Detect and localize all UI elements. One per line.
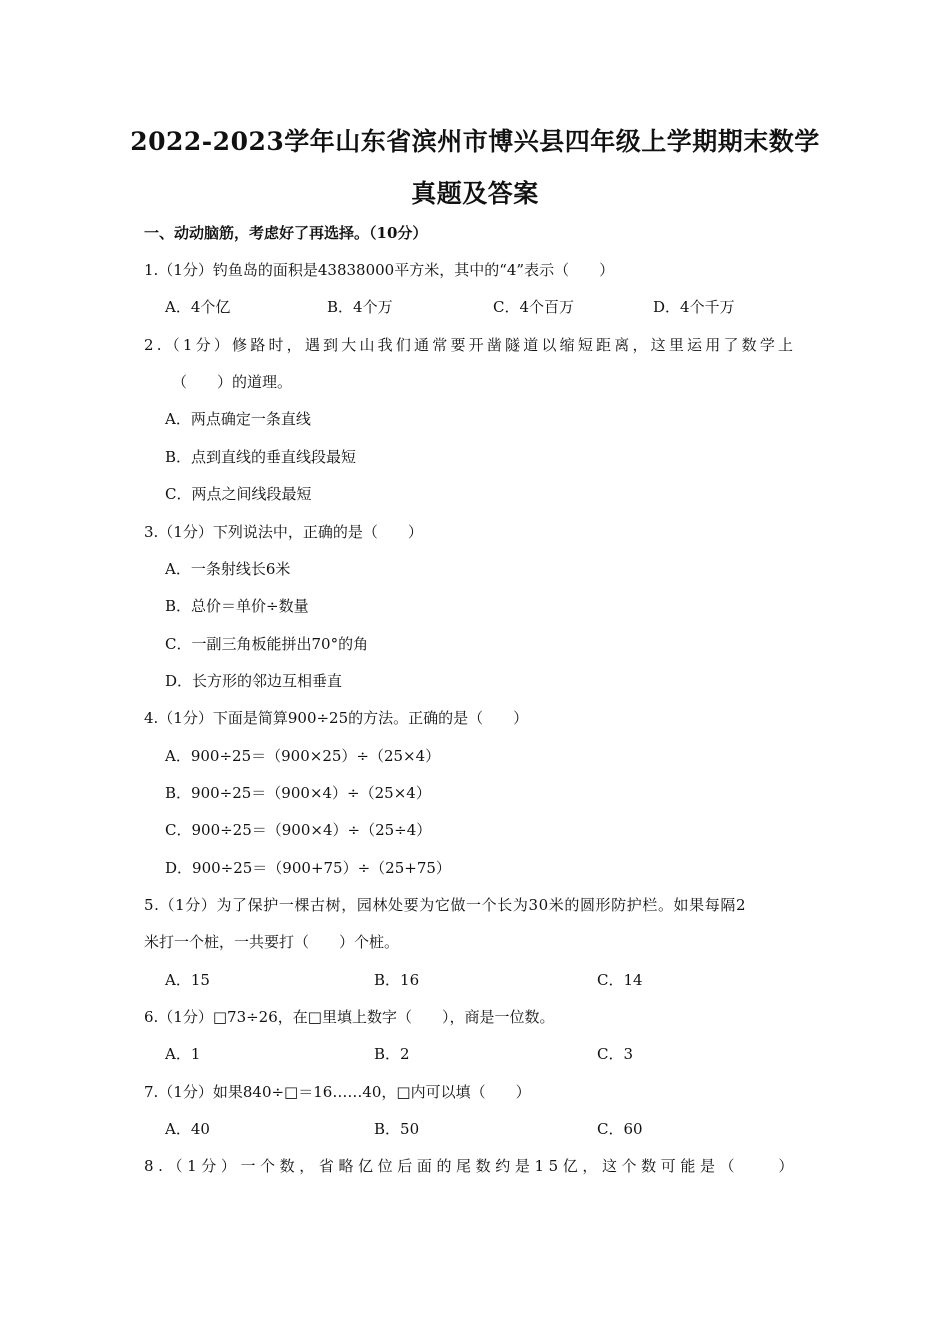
question-7: 7.（1分）如果840÷□＝16……40，□内可以填（ ） — [144, 1083, 531, 1101]
title-line-2: 真题及答案 — [411, 179, 539, 208]
q4-option-b: B．900÷25＝（900×4）÷（25×4） — [165, 784, 431, 802]
question-8: 8.（1分）一个数，省略亿位后面的尾数约是15亿，这个数可能是（ ） — [144, 1157, 798, 1175]
q3-option-d: D．长方形的邻边互相垂直 — [165, 672, 343, 690]
question-2: 2.（1分）修路时，遇到大山我们通常要开凿隧道以缩短距离，这里运用了数学上 — [144, 336, 797, 354]
q7-option-a: A．40 — [165, 1120, 210, 1138]
section-heading: 一、动动脑筋，考虑好了再选择。（10分） — [144, 224, 428, 242]
q3-option-b: B．总价＝单价÷数量 — [165, 597, 309, 615]
q3-option-c: C．一副三角板能拼出70°的角 — [165, 635, 369, 653]
q5-option-b: B．16 — [374, 971, 420, 989]
q1-option-c: C．4个百万 — [493, 298, 575, 316]
q2-option-b: B．点到直线的垂直线段最短 — [165, 448, 357, 466]
title-line-1: 2022-2023学年山东省滨州市博兴县四年级上学期期末数学 — [130, 127, 820, 156]
q4-option-c: C．900÷25＝（900×4）÷（25÷4） — [165, 821, 432, 839]
q7-option-b: B．50 — [374, 1120, 420, 1138]
q4-option-d: D．900÷25＝（900+75）÷（25+75） — [165, 859, 451, 877]
question-3: 3.（1分）下列说法中，正确的是（ ） — [144, 523, 423, 541]
q1-option-b: B．4个万 — [327, 298, 393, 316]
q1-option-a: A．4个亿 — [165, 298, 231, 316]
question-5-cont: 米打一个桩，一共要打（ ）个桩。 — [144, 933, 400, 951]
q7-option-c: C．60 — [597, 1120, 643, 1138]
q6-option-b: B．2 — [374, 1045, 410, 1063]
q2-option-c: C．两点之间线段最短 — [165, 485, 312, 503]
question-4: 4.（1分）下面是简算900÷25的方法。正确的是（ ） — [144, 709, 529, 727]
question-1: 1.（1分）钓鱼岛的面积是43838000平方米，其中的“4”表示（ ） — [144, 261, 615, 279]
q6-option-a: A．1 — [165, 1045, 201, 1063]
question-6: 6.（1分）□73÷26，在□里填上数字（ ），商是一位数。 — [144, 1008, 555, 1026]
question-2-cont: （ ）的道理。 — [172, 373, 293, 391]
question-5: 5.（1分）为了保护一棵古树，园林处要为它做一个长为30米的圆形防护栏。如果每隔2 — [144, 896, 747, 914]
q6-option-c: C．3 — [597, 1045, 634, 1063]
q4-option-a: A．900÷25＝（900×25）÷（25×4） — [165, 747, 441, 765]
q3-option-a: A．一条射线长6米 — [165, 560, 291, 578]
q2-option-a: A．两点确定一条直线 — [165, 410, 311, 428]
q1-option-d: D．4个千万 — [653, 298, 735, 316]
q5-option-c: C．14 — [597, 971, 643, 989]
q5-option-a: A．15 — [165, 971, 210, 989]
